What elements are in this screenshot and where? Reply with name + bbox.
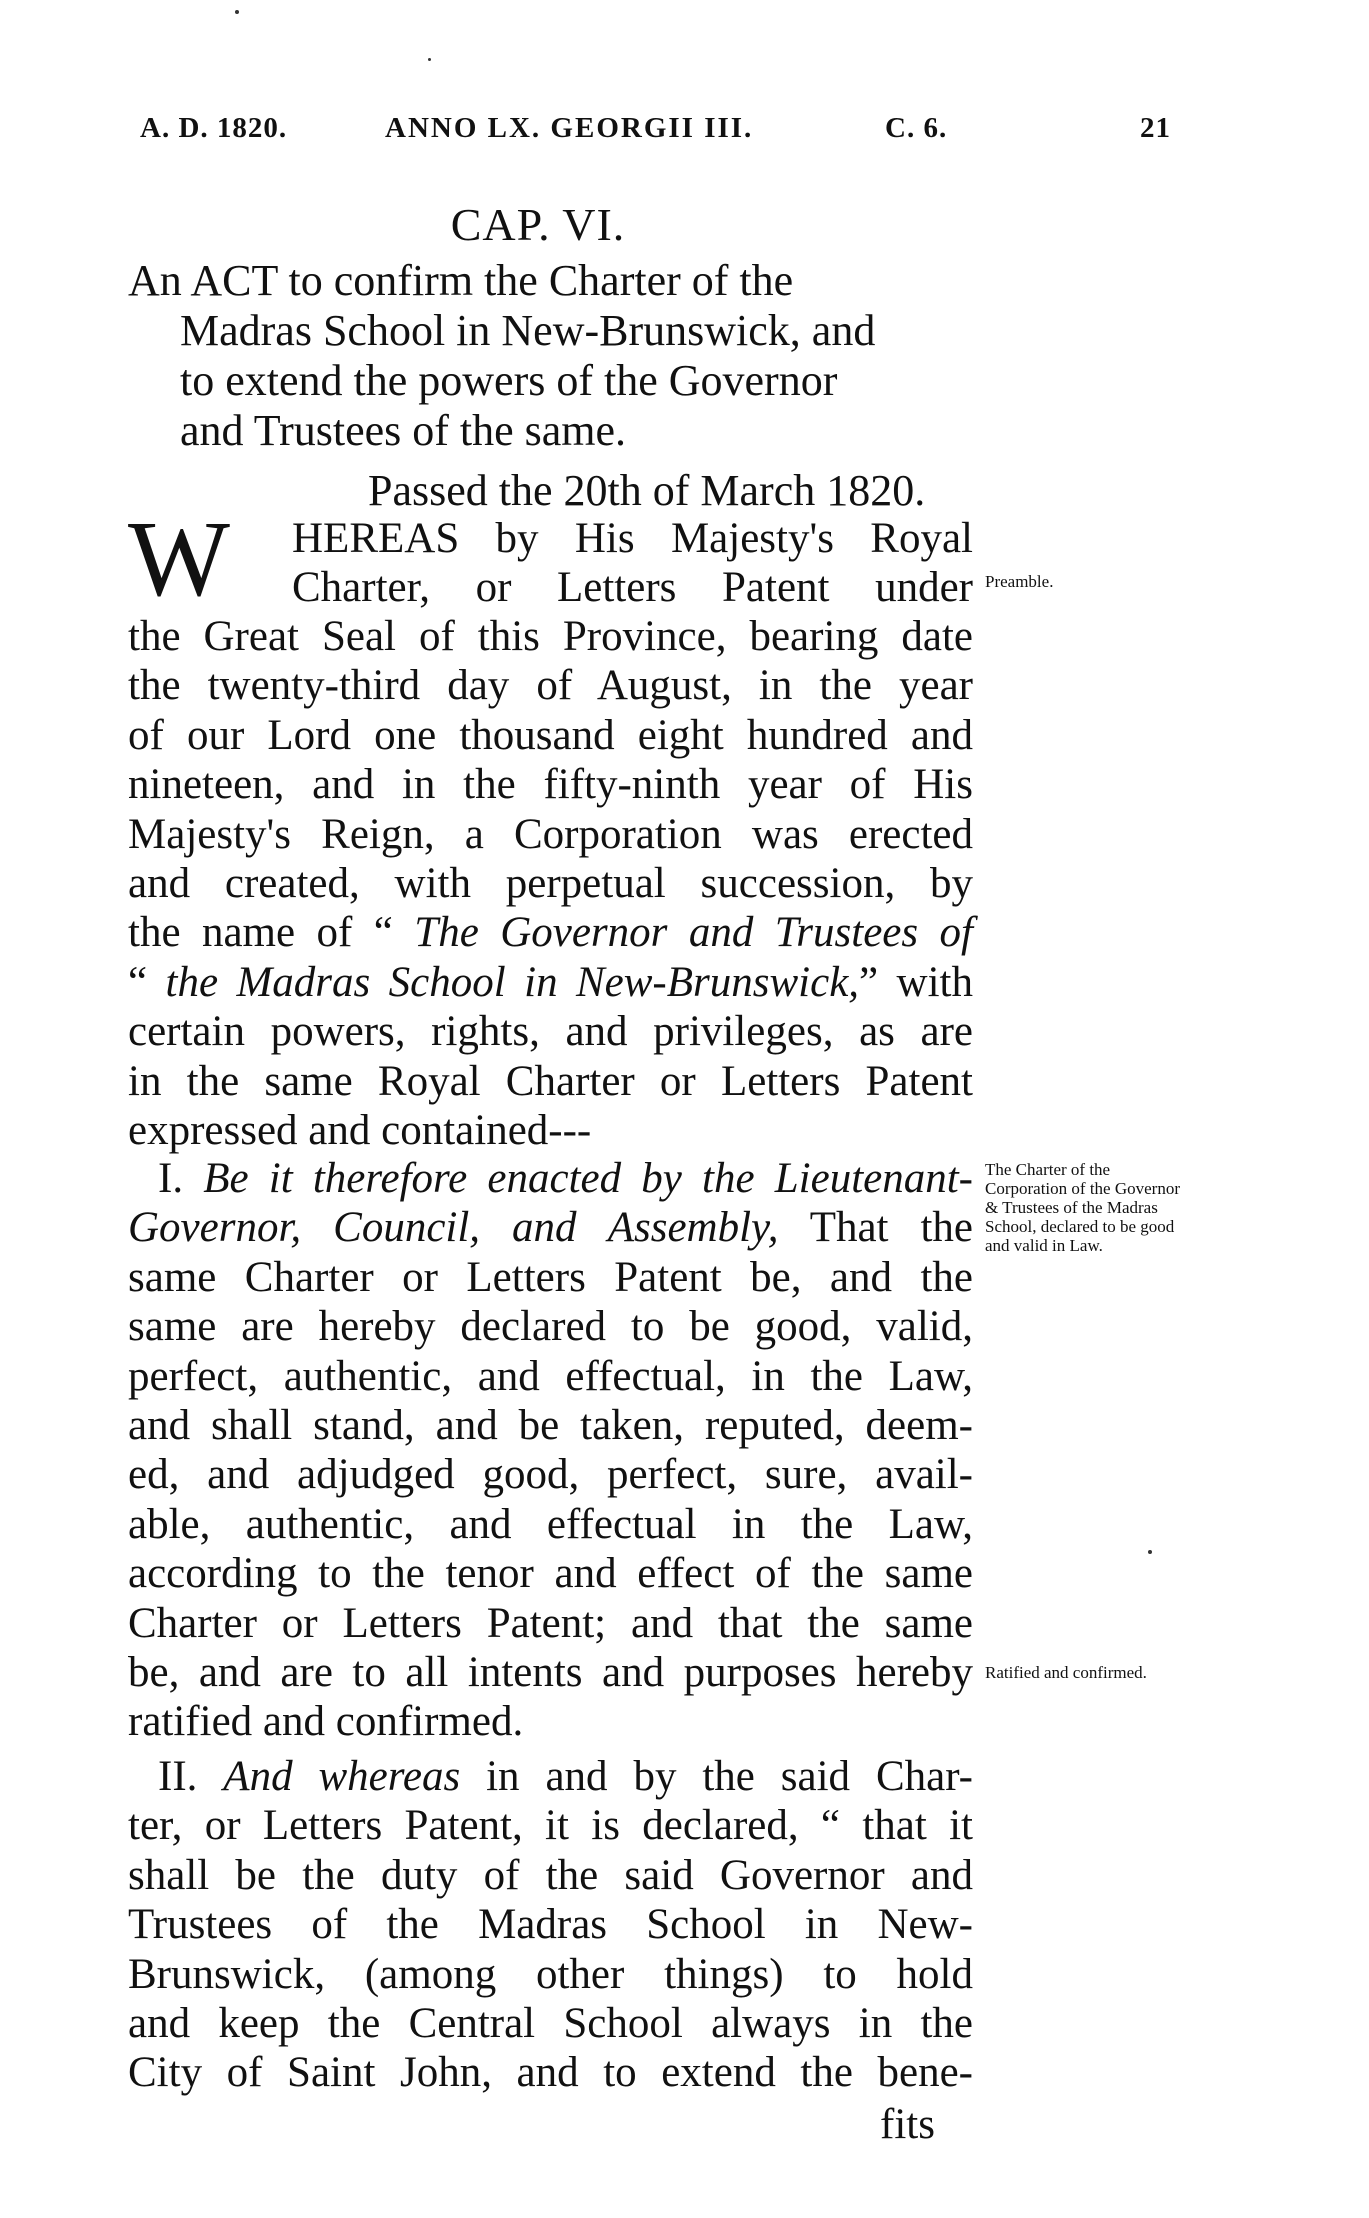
italic-phrase: the Madras School in New-Brunswick, — [165, 958, 860, 1006]
whereas-line: HEREAS by His Majesty's Royal — [292, 515, 973, 562]
section-two-line: ter, or Letters Patent, it is declared, “ that it — [128, 1802, 973, 1850]
whereas-line: the name of “ The Governor and Trustees of — [128, 909, 973, 957]
section-one — [128, 1154, 973, 1747]
italic-phrase: Be it therefore enacted by the Lieutenant- — [203, 1155, 973, 1202]
whereas-opening — [292, 514, 973, 613]
margin-note-preamble: Preamble. — [985, 572, 1054, 591]
section-one-line: same Charter or Letters Patent be, and the — [128, 1253, 973, 1301]
whereas-line: Charter, or Letters Patent under — [292, 564, 973, 612]
section-one-line: and shall stand, and be taken, reputed, deem- — [128, 1402, 973, 1450]
section-one-line: I. Be it therefore enacted by the Lieutenant- — [158, 1155, 973, 1202]
catchword: fits — [880, 2101, 935, 2148]
section-two-line: City of Saint John, and to extend the bene- — [128, 2049, 973, 2097]
whereas-line: of our Lord one thousand eight hundred and — [128, 711, 973, 759]
running-head — [140, 112, 1180, 152]
whereas-line: certain powers, rights, and privileges, as are — [128, 1008, 973, 1056]
act-title-line: An ACT to confirm the Charter of the — [128, 256, 794, 305]
act-title-line: Madras School in New-Brunswick, and — [180, 306, 876, 355]
act-title-line: to extend the powers of the Governor — [180, 356, 838, 405]
print-speck — [235, 10, 239, 14]
section-two-line: II. And whereas in and by the said Char- — [158, 1753, 974, 1800]
margin-note-ratified: Ratified and confirmed. — [985, 1663, 1147, 1682]
italic-phrase: And whereas — [223, 1753, 461, 1800]
section-two-line: shall be the duty of the said Governor and — [128, 1851, 973, 1899]
whereas-line: “ the Madras School in New-Brunswick,” with — [128, 958, 973, 1006]
whereas-line: the Great Seal of this Province, bearing date — [128, 613, 973, 660]
margin-note-charter: The Charter of the Corporation of the Governor & Trustees of the Madras School, declared to be good and valid in Law. — [985, 1160, 1180, 1255]
section-one-line: ratified and confirmed. — [128, 1698, 524, 1746]
whereas-line: and created, with perpetual succession, by — [128, 860, 973, 908]
whereas-paragraph — [128, 612, 973, 1155]
chapter-title: CAP. VI. — [450, 199, 626, 250]
whereas-line: nineteen, and in the fifty-ninth year of His — [128, 761, 973, 809]
section-one-line: able, authentic, and effectual in the Law, — [128, 1500, 973, 1548]
act-title — [128, 256, 968, 456]
page-number: 21 — [1140, 112, 1171, 144]
italic-phrase: The Governor and Trustees of — [414, 909, 973, 957]
section-two-line: Trustees of the Madras School in New- — [128, 1901, 973, 1949]
section-two-line: and keep the Central School always in the — [128, 2000, 973, 2048]
whereas-line: expressed and contained--- — [128, 1107, 592, 1155]
section-two — [128, 1752, 973, 2098]
whereas-line: the twenty-third day of August, in the year — [128, 662, 973, 710]
print-speck — [1148, 1550, 1152, 1554]
passed-date: Passed the 20th of March 1820. — [368, 466, 926, 515]
section-two-line: Brunswick, (among other things) to hold — [128, 1950, 973, 1998]
section-one-line: perfect, authentic, and effectual, in the Law, — [128, 1352, 973, 1400]
whereas-line: in the same Royal Charter or Letters Patent — [128, 1057, 973, 1105]
act-title-line: and Trustees of the same. — [180, 406, 627, 455]
running-head-year: A. D. 1820. — [140, 112, 288, 144]
running-head-chapter: C. 6. — [885, 112, 948, 144]
drop-cap: W — [128, 500, 224, 619]
running-head-reign: ANNO LX. GEORGII III. — [385, 112, 754, 144]
italic-phrase: Governor, Council, and Assembly, — [128, 1204, 779, 1252]
section-one-line: same are hereby declared to be good, valid, — [128, 1303, 973, 1351]
print-speck — [428, 58, 431, 61]
section-one-line: be, and are to all intents and purposes hereby — [128, 1649, 973, 1697]
section-one-line: Charter or Letters Patent; and that the same — [128, 1599, 973, 1647]
section-one-line: according to the tenor and effect of the same — [128, 1550, 973, 1598]
section-one-line: Governor, Council, and Assembly, That the — [128, 1204, 973, 1252]
whereas-line: Majesty's Reign, a Corporation was erected — [128, 810, 973, 858]
section-one-line: ed, and adjudged good, perfect, sure, avail- — [128, 1451, 973, 1499]
